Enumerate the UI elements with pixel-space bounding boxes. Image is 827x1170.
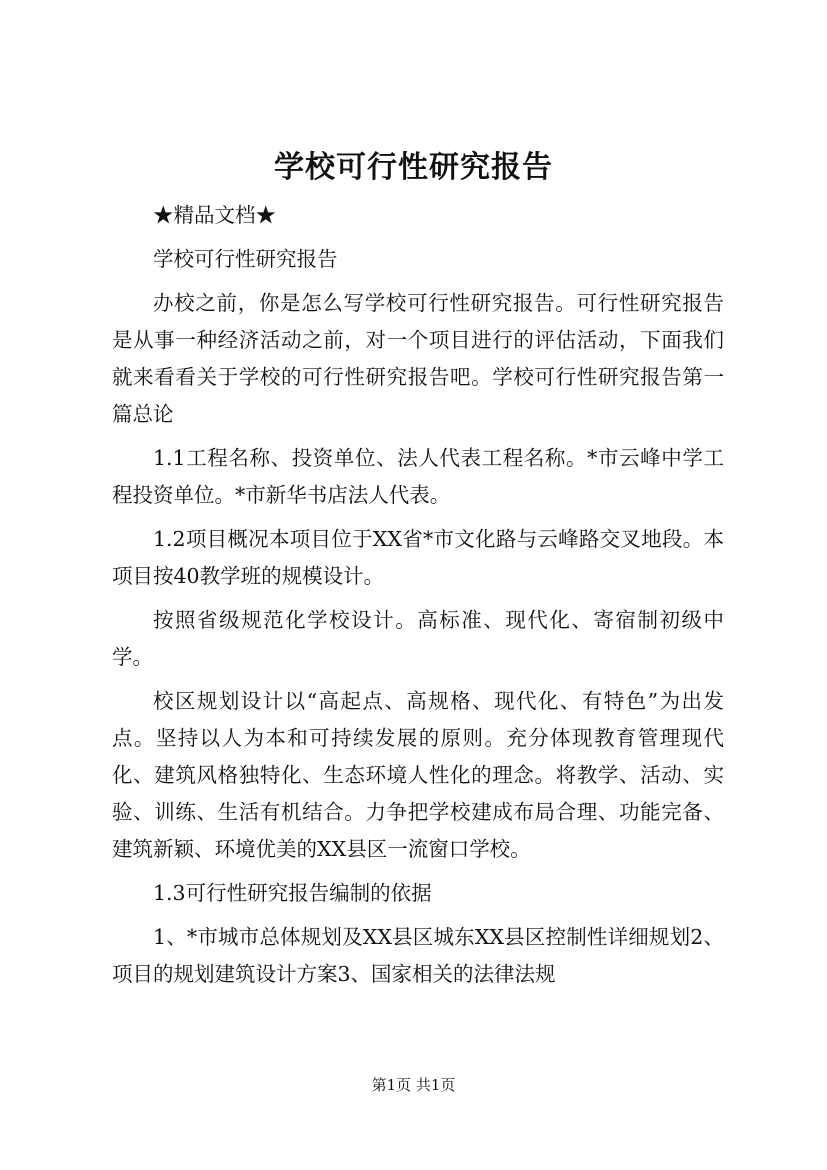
doc-tagline: ★精品文档★ [153,203,276,227]
paragraph-intro: 办校之前，你是怎么写学校可行性研究报告。可行性研究报告是从事一种经济活动之前，对一个项目进行的评估活动，下面我们就来看看关于学校的可行性研究报告吧。学校可行性研究报告第一篇总论 [112,291,724,426]
doc-subtitle: 学校可行性研究报告 [153,247,338,271]
paragraph-planning: 校区规划设计以“高起点、高规格、现代化、有特色”为出发点。坚持以人为本和可持续发展的原则。充分体现教育管理现代化、建筑风格独特化、生态环境人性化的理念。将教学、活动、实验、训练、生活有机结合。力争把学校建成布局合理、功能完备、建筑新颖、环境优美的XX县区一流窗口学校。 [112,689,724,861]
paragraph-1-3: 1.3可行性研究报告编制的依据 [153,881,432,905]
page-footer: 第1页 共1页 [371,1076,456,1094]
paragraph-basis: 1、*市城市总体规划及XX县区城东XX县区控制性详细规划2、项目的规划建筑设计方案3、国家相关的法律法规 [112,925,724,986]
paragraph-1-2: 1.2项目概况本项目位于XX省*市文化路与云峰路交叉地段。本项目按40教学班的规模设计。 [112,527,724,588]
paragraph-1-1: 1.1工程名称、投资单位、法人代表工程名称。*市云峰中学工程投资单位。*市新华书店法人代表。 [112,446,724,507]
document-title: 学校可行性研究报告 [274,150,553,185]
paragraph-standard: 按照省级规范化学校设计。高标准、现代化、寄宿制初级中学。 [112,608,724,669]
document-body [112,197,724,1000]
